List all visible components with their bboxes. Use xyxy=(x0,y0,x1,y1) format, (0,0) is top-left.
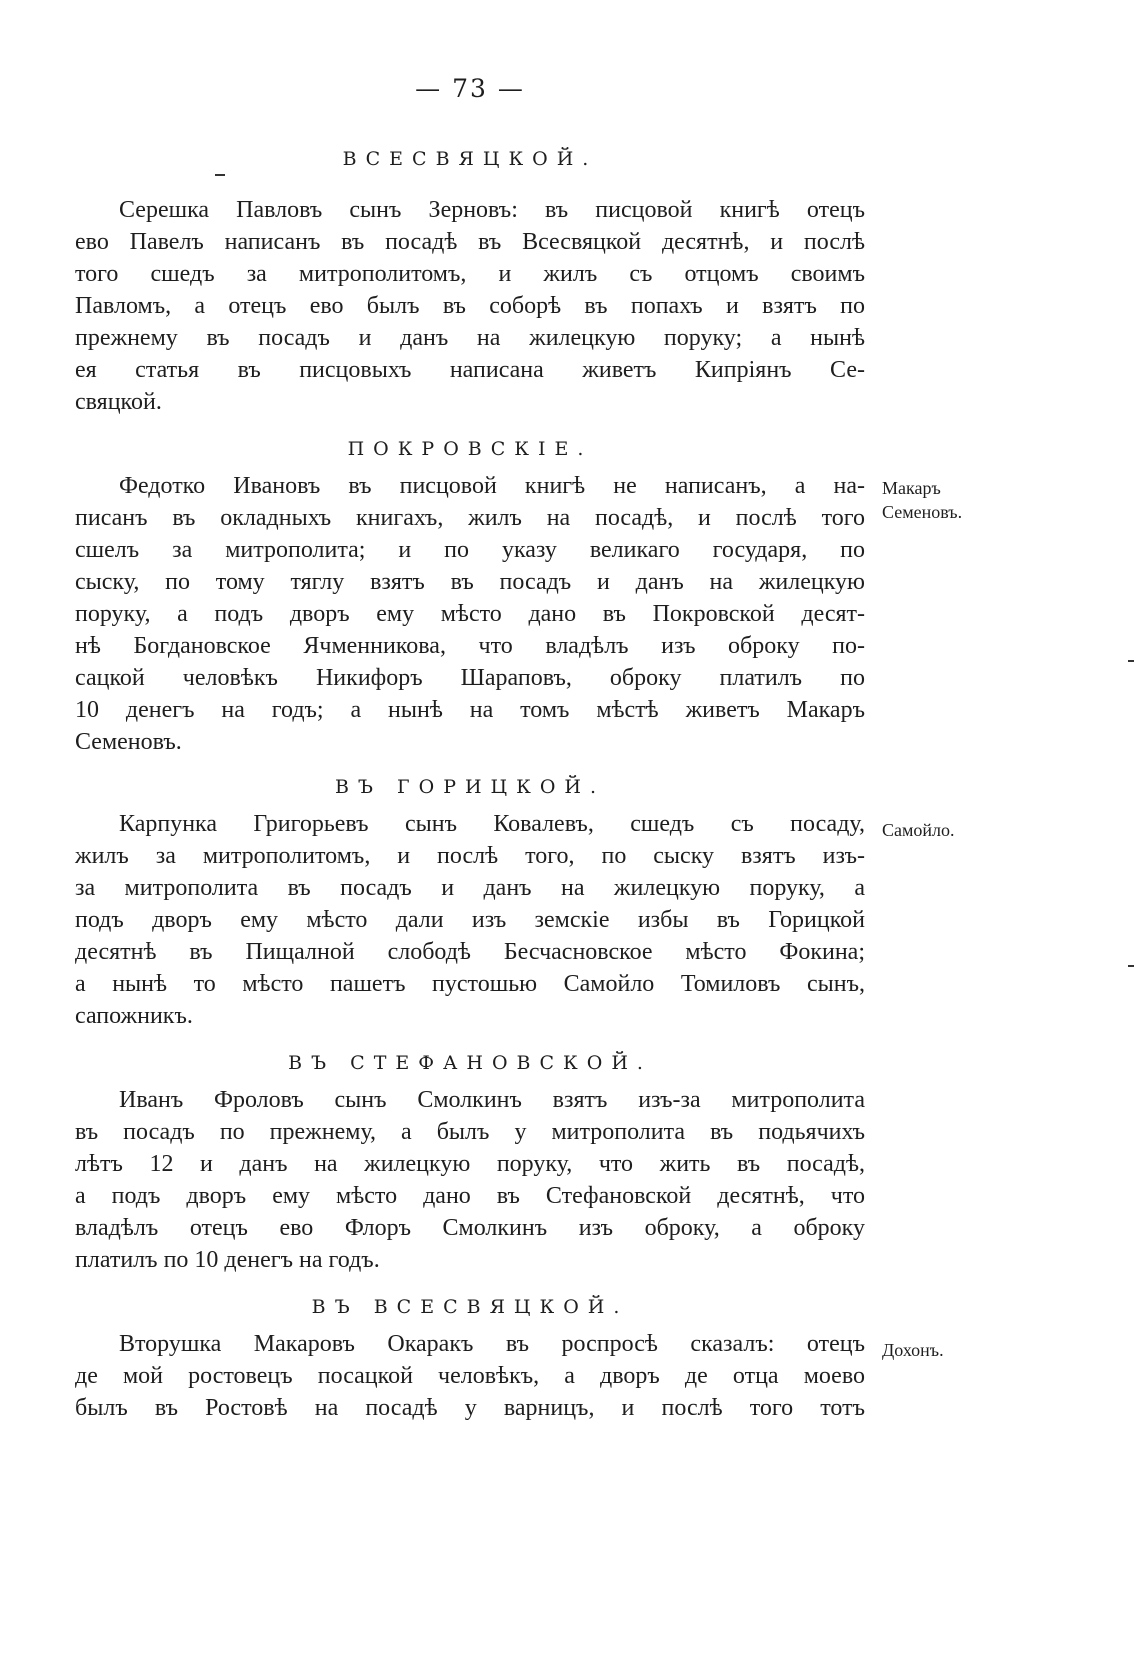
margin-note-line: Дохонъ. xyxy=(882,1340,944,1360)
text-line: Карпунка Григорьевъ сынъ Ковалевъ, сшедъ съ посаду, xyxy=(119,811,865,837)
text-line: сыску, по тому тяглу взятъ въ посадъ и данъ на жилецкую xyxy=(75,569,865,595)
text-line: Павломъ, а отецъ ево былъ въ соборѣ въ попахъ и взятъ по xyxy=(75,293,865,319)
margin-note xyxy=(882,476,1032,524)
text-line: за митрополита въ посадъ и данъ на жилецкую поруку, а xyxy=(75,875,865,901)
text-line: де мой ростовецъ посацкой человѣкъ, а дворъ де отца моево xyxy=(75,1363,865,1389)
text-line: жилъ за митрополитомъ, и послѣ того, по сыску взятъ изъ- xyxy=(75,843,865,869)
section-paragraph xyxy=(75,1084,865,1276)
text-line: ево Павелъ написанъ въ посадѣ въ Всесвяцкой десятнѣ, и послѣ xyxy=(75,229,865,255)
text-line: сшелъ за митрополита; и по указу великаго государя, по xyxy=(75,537,865,563)
text-line: 10 денегъ на годъ; а нынѣ на томъ мѣстѣ живетъ Макаръ xyxy=(75,697,865,723)
text-line: былъ въ Ростовѣ на посадѣ у варницъ, и послѣ того тотъ xyxy=(75,1395,865,1421)
text-line: того сшедъ за митрополитомъ, и жилъ съ отцомъ своимъ xyxy=(75,261,865,287)
section-heading: ВЪ ВСЕСВЯЦКОЙ. xyxy=(311,1296,629,1318)
text-line: а нынѣ то мѣсто пашетъ пустошью Самойло Томиловъ сынъ, xyxy=(75,971,865,997)
printing-mark xyxy=(1128,660,1134,662)
printing-mark xyxy=(1128,965,1134,967)
text-line: ея статья въ писцовыхъ написана живетъ Кипріянъ Се- xyxy=(75,357,865,383)
section-heading: ВСЕСВЯЦКОЙ. xyxy=(342,148,598,170)
section-heading: ВЪ ГОРИЦКОЙ. xyxy=(334,776,606,798)
text-line: десятнѣ въ Пищалной слободѣ Бесчасновское мѣсто Фокина; xyxy=(75,939,865,965)
section-heading: ВЪ СТЕФАНОВСКОЙ. xyxy=(288,1052,652,1074)
text-line: нѣ Богдановское Ячменникова, что владѣлъ изъ оброку по- xyxy=(75,633,865,659)
text-line: прежнему въ посадъ и данъ на жилецкую поруку; а нынѣ xyxy=(75,325,865,351)
page-number: — 73 — xyxy=(415,74,525,103)
text-line: а подъ дворъ ему мѣсто дано въ Стефановской десятнѣ, что xyxy=(75,1183,865,1209)
section-paragraph xyxy=(75,470,865,758)
section-paragraph xyxy=(75,808,865,1032)
printing-mark xyxy=(215,174,225,176)
text-line: платилъ по 10 денегъ на годъ. xyxy=(75,1247,380,1273)
section-paragraph xyxy=(75,194,865,418)
text-line: Федотко Ивановъ въ писцовой книгѣ не написанъ, а на- xyxy=(119,473,865,499)
text-line: Семеновъ. xyxy=(75,729,182,755)
margin-note-line: Самойло. xyxy=(882,820,955,840)
text-line: писанъ въ окладныхъ книгахъ, жилъ на посадѣ, и послѣ того xyxy=(75,505,865,531)
margin-note xyxy=(882,818,1032,842)
text-line: лѣтъ 12 и данъ на жилецкую поруку, что жить въ посадѣ, xyxy=(75,1151,865,1177)
text-line: Серешка Павловъ сынъ Зерновъ: въ писцовой книгѣ отецъ xyxy=(119,197,865,223)
text-line: сацкой человѣкъ Никифоръ Шараповъ, оброку платилъ по xyxy=(75,665,865,691)
text-line: въ посадъ по прежнему, а былъ у митрополита въ подьячихъ xyxy=(75,1119,865,1145)
text-line: сапожникъ. xyxy=(75,1003,193,1029)
text-line: поруку, а подъ дворъ ему мѣсто дано въ Покровской десят- xyxy=(75,601,865,627)
text-line: подъ дворъ ему мѣсто дали изъ земскіе избы въ Горицкой xyxy=(75,907,865,933)
section-heading: ПОКРОВСКІЕ. xyxy=(347,438,593,460)
text-line: Вторушка Макаровъ Окаракъ въ роспросѣ сказалъ: отецъ xyxy=(119,1331,865,1357)
margin-note-line: Семеновъ. xyxy=(882,502,963,522)
text-line: Иванъ Фроловъ сынъ Смолкинъ взятъ изъ-за митрополита xyxy=(119,1087,865,1113)
margin-note xyxy=(882,1338,1032,1362)
section-paragraph xyxy=(75,1328,865,1424)
text-line: свяцкой. xyxy=(75,389,162,415)
text-line: владѣлъ отецъ ево Флоръ Смолкинъ изъ оброку, а оброку xyxy=(75,1215,865,1241)
margin-note-line: Макаръ xyxy=(882,478,941,498)
